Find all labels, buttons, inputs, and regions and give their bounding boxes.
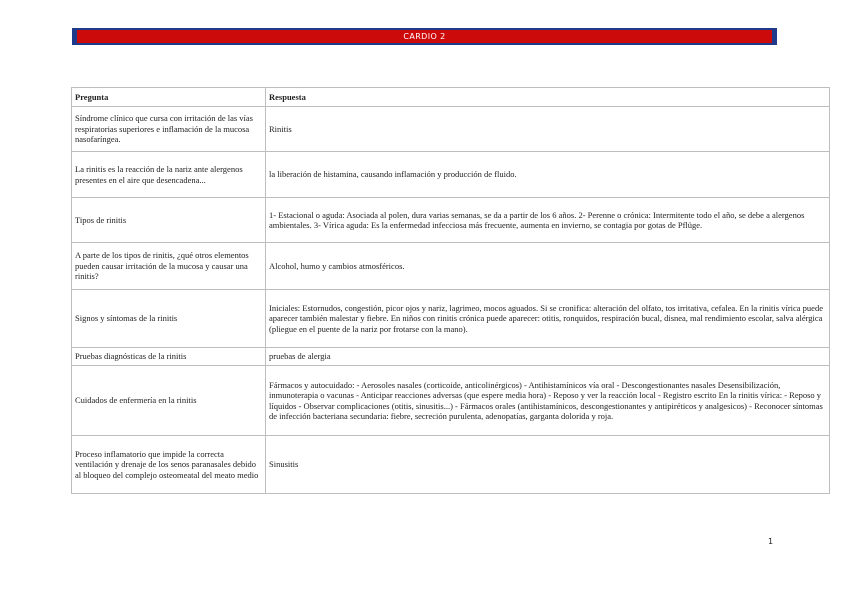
question-cell: Tipos de rinitis [72,198,266,243]
column-header-answer: Respuesta [266,88,830,107]
answer-cell: la liberación de histamina, causando inflamación y producción de fluido. [266,152,830,198]
answer-cell: Rinitis [266,107,830,152]
question-cell: Proceso inflamatorio que impide la correcta ventilación y drenaje de los senos paranasales debido al bloqueo del complejo osteomeatal del meato medio [72,436,266,494]
table-row [72,348,830,366]
column-header-question: Pregunta [72,88,266,107]
answer-cell: Iniciales: Estornudos, congestión, picor ojos y nariz, lagrimeo, mocos aguados. Si se cronifica: alteración del olfato, tos irritativa, cefalea. En la rinitis vírica puede aparecer también malestar y fiebre. En niños con rinitis crónica puede aparecer: otitis, ronquidos, respiración bucal, disnea, mal rendimiento escolar, salva alérgica (pliegue en el puente de la nariz por frotarse con la mano). [266,290,830,348]
table-row [72,366,830,436]
qa-table [71,87,830,494]
table-header-row [72,88,830,107]
question-cell: La rinitis es la reacción de la nariz ante alergenos presentes en el aire que desencadena... [72,152,266,198]
banner-title: CARDIO 2 [77,30,772,43]
question-cell: Cuidados de enfermería en la rinitis [72,366,266,436]
question-cell: Síndrome clínico que cursa con irritación de las vías respiratorias superiores e inflamación de la mucosa nasofaríngea. [72,107,266,152]
page-number: 1 [768,537,774,546]
table-row [72,243,830,290]
table-row [72,198,830,243]
table-row [72,290,830,348]
table-row [72,107,830,152]
answer-cell: Alcohol, humo y cambios atmosféricos. [266,243,830,290]
answer-cell: 1- Estacional o aguda: Asociada al polen, dura varias semanas, se da a partir de los 6 años. 2- Perenne o crónica: Intermitente todo el año, se debe a alergenos ambientales. 3- Vírica aguda: Es la enfermedad infecciosa más frecuente, aumenta en invierno, se contagia por gotas de Pflüge. [266,198,830,243]
answer-cell: Sinusitis [266,436,830,494]
table-row [72,152,830,198]
question-cell: Signos y síntomas de la rinitis [72,290,266,348]
question-cell: Pruebas diagnósticas de la rinitis [72,348,266,366]
answer-cell: Fármacos y autocuidado: - Aerosoles nasales (corticoide, anticolinérgicos) - Antihistamínicos vía oral - Descongestionantes nasales Desensibilización, inmunoterapia o vacunas - Anticipar reacciones adversas (que espere media hora) - Reposo y ver la reacción local - Registro escrito En la rinitis vírica: - Reposo y líquidos - Observar complicaciones (otitis, sinusitis...) - Fármacos orales (antihistamínicos, descongestionantes y antipiréticos y analgesicos) - Reconocer síntomas de infección bacteriana secundaria: fiebre, secreción purulenta, adenopatías, garganta dolorida y roja. [266,366,830,436]
header-banner [72,28,777,45]
question-cell: A parte de los tipos de rinitis, ¿qué otros elementos pueden causar irritación de la mucosa y causar una rinitis? [72,243,266,290]
answer-cell: pruebas de alergia [266,348,830,366]
table-row [72,436,830,494]
